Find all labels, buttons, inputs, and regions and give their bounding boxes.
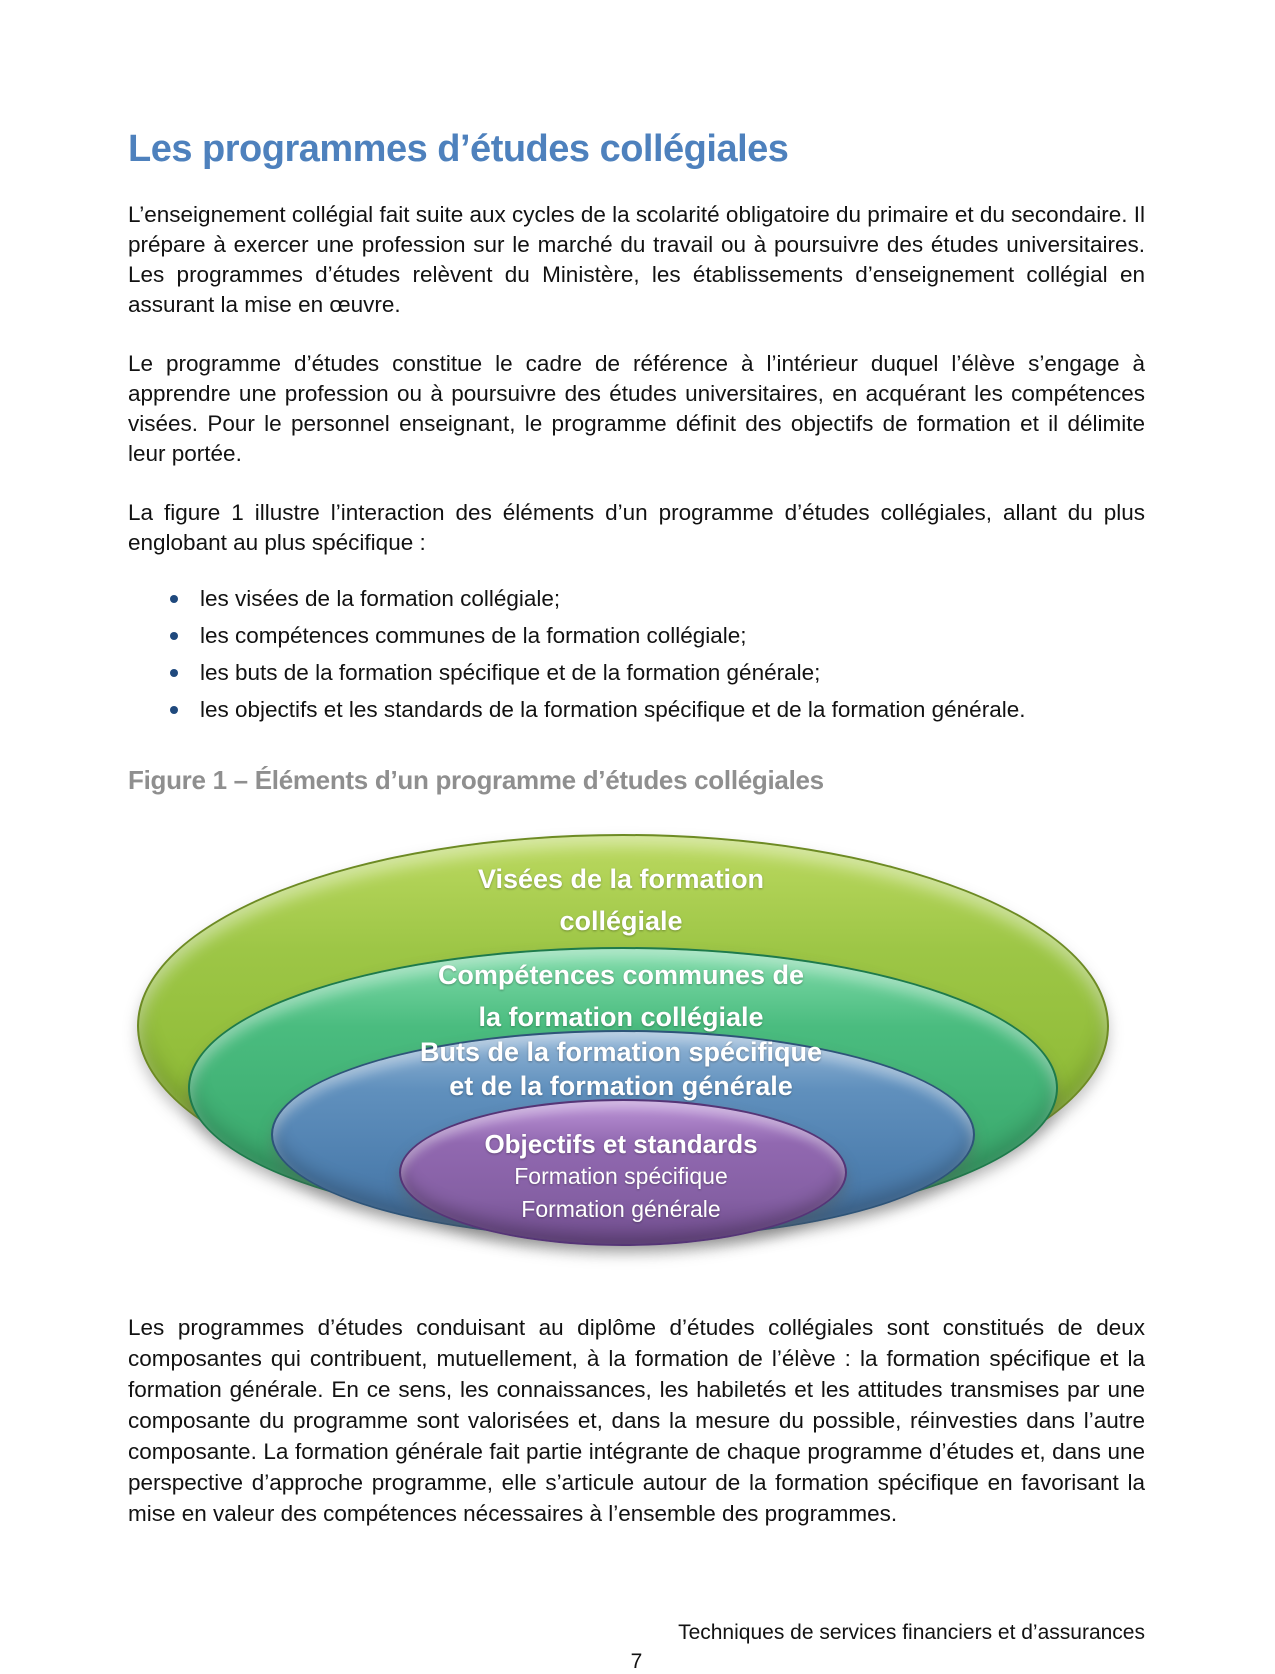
paragraph-programme: Le programme d’études constitue le cadre de référence à l’intérieur duquel l’élève s’engage à apprendre une profession ou à poursuivre des études universitaires, en acquérant les compétences visées. Pour le personnel enseignant, le programme définit des objectifs de formation et il délimite leur portée.: [128, 351, 1145, 466]
label-line: la formation collégiale: [478, 1002, 764, 1032]
list-item: [128, 584, 1145, 614]
paragraph-figure-intro: La figure 1 illustre l’interaction des éléments d’un programme d’études collégiales, allant du plus englobant au plus spécifique :: [128, 500, 1145, 555]
bullet-icon: [170, 706, 178, 714]
paragraph-composantes: Les programmes d’études conduisant au diplôme d’études collégiales sont constitués de deux composantes qui contribuent, mutuellement, à la formation de l’élève : la formation spécifique et la formation générale. En ce sens, les connaissances, les habiletés et les attitudes transmises par une composante du programme sont valorisées et, dans la mesure du possible, réinvesties dans l’autre composante. La formation générale fait partie intégrante de chaque programme d’études et, dans une perspective d’approche programme, elle s’articule autour de la formation spécifique en favorisant la mise en valeur des compétences nécessaires à l’ensemble des programmes.: [128, 1315, 1145, 1526]
label-line: Objectifs et standards: [484, 1129, 758, 1159]
list-item: [128, 621, 1145, 651]
label-line: Formation générale: [521, 1196, 721, 1222]
figure-diagram: [128, 814, 1145, 1286]
label-line: collégiale: [559, 906, 683, 936]
bullet-icon: [170, 669, 178, 677]
page-title: Les programmes d’études collégiales: [128, 128, 789, 170]
bullet-text: les objectifs et les standards de la formation spécifique et de la formation générale.: [200, 697, 1026, 722]
label-line: Visées de la formation: [477, 864, 765, 894]
label-line: Formation spécifique: [514, 1163, 728, 1189]
list-item: [128, 695, 1145, 725]
bullet-icon: [170, 595, 178, 603]
page-number: 7: [630, 1650, 643, 1673]
label-objectifs: [271, 1128, 971, 1226]
bullet-text: les buts de la formation spécifique et de la formation générale;: [200, 660, 821, 685]
footer-program-name: Techniques de services financiers et d’assurances: [678, 1621, 1145, 1644]
label-line: Compétences communes de: [437, 960, 805, 990]
label-line: et de la formation générale: [449, 1071, 793, 1101]
label-competences: [271, 954, 971, 1038]
label-visees: [271, 858, 971, 942]
paragraph-enseignement: L’enseignement collégial fait suite aux cycles de la scolarité obligatoire du primaire et du secondaire. Il prépare à exercer une profession sur le marché du travail ou à poursuivre des études universitaires. Les programmes d’études relèvent du Ministère, les établissements d’enseignement collégial en assurant la mise en œuvre.: [128, 202, 1145, 317]
bullet-text: les compétences communes de la formation collégiale;: [200, 623, 747, 648]
label-buts: [271, 1035, 971, 1103]
bullet-icon: [170, 632, 178, 640]
list-item: [128, 658, 1145, 688]
page-footer: [128, 1621, 1145, 1674]
bullet-text: les visées de la formation collégiale;: [200, 586, 561, 611]
figure-caption: Figure 1 – Éléments d’un programme d’études collégiales: [128, 765, 824, 795]
bullet-list: [128, 584, 1145, 725]
label-line: Buts de la formation spécifique: [419, 1037, 823, 1067]
